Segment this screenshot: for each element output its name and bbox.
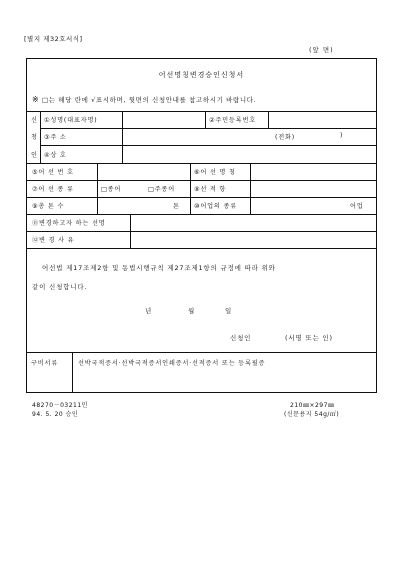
rule (40, 145, 377, 146)
rule (26, 197, 377, 198)
rule (26, 163, 377, 164)
notice-text: □는 해당 란에 √표시하며, 뒷면의 신청안내를 참고하시기 바랍니다. (41, 96, 257, 104)
name-label: ①성명(대표자명) (44, 117, 98, 124)
rule (268, 111, 269, 128)
rule (26, 352, 377, 353)
signature-field: (서명 또는 인) (285, 334, 333, 342)
resident-number-label: ②주민등록번호 (209, 117, 257, 124)
applicant-side-label: 청 (31, 134, 38, 141)
vessel-number-label: ⑤어 선 번 호 (32, 169, 74, 176)
rule (26, 180, 377, 181)
paper-size: 210㎜×297㎜ (290, 402, 335, 409)
date-year: 년 (145, 307, 153, 315)
form-number: [별지 제32호서식] (24, 35, 83, 43)
fishery-type-label: ⑩어업의 종류 (194, 203, 237, 210)
paper-type: (신문용지 54g/㎡) (284, 411, 340, 418)
notice-mark: ※ (32, 95, 40, 104)
new-name-label: ⑪변경하고자 하는 선명 (32, 220, 106, 227)
rule (26, 231, 377, 232)
fishery-unit: 어업 (350, 203, 364, 210)
fishery-checkbox[interactable]: □종어 (101, 186, 122, 193)
rule (122, 111, 123, 163)
approval-date: 94. 5. 20 승인 (32, 411, 79, 418)
statement-line-1: 어선법 제17조제2항 및 동법시행규칙 제27조제1항의 규정에 따라 위와 (42, 264, 276, 272)
applicant-signature-label: 신청인 (230, 334, 252, 342)
statement-line-2: 같이 신청합니다. (32, 283, 88, 291)
rule (205, 111, 206, 128)
applicant-side-label: 신 (31, 117, 38, 124)
rule (26, 214, 377, 215)
documents-text: 선박국적증서·선박국적증서인쇄증서·선적증서 또는 등록필증 (78, 360, 266, 367)
rule (190, 163, 191, 214)
home-port-label: ⑧선 적 항 (194, 186, 227, 193)
rule (26, 248, 377, 249)
form-title: 어선명칭변경승인신청서 (158, 71, 245, 79)
date-month: 월 (188, 307, 196, 315)
reason-label: ⑫변 경 사 유 (32, 237, 75, 244)
rule (72, 352, 73, 393)
rule (250, 163, 251, 214)
form-code: 48270－03211민 (32, 402, 88, 409)
company-label: ④상 호 (44, 152, 67, 159)
aux-fishery-checkbox[interactable]: □주종어 (148, 186, 175, 193)
vessel-name-label: ⑥어 선 명 칭 (194, 169, 236, 176)
rule (26, 111, 377, 112)
address-label: ③주 소 (44, 134, 67, 141)
front-side-label: (앞 면) (309, 46, 334, 54)
applicant-side-label: 인 (31, 152, 38, 159)
tonnage-label: ⑨총 톤 수 (32, 203, 65, 210)
phone-close: ) (340, 132, 344, 139)
rule (130, 214, 131, 248)
phone-label: (전화) (275, 134, 295, 141)
notice (32, 95, 256, 104)
ton-unit: 톤 (173, 203, 180, 210)
rule (40, 128, 377, 129)
rule (97, 163, 98, 214)
date-day: 일 (225, 307, 233, 315)
vessel-type-label: ⑦어 선 종 류 (32, 186, 74, 193)
rule (40, 111, 41, 163)
documents-label: 구비서류 (31, 360, 59, 367)
